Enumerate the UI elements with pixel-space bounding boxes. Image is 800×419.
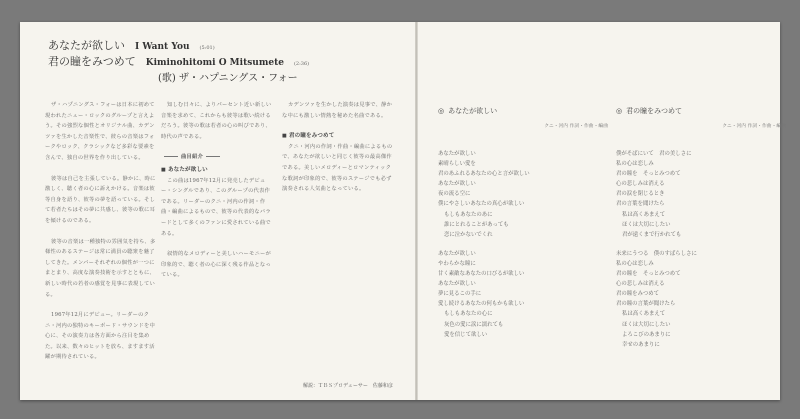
lyric-line: ほくは大切にしたい <box>622 221 671 228</box>
lyric-line: あなたが欲しい <box>438 281 476 288</box>
liner-notes-col2 <box>161 100 273 291</box>
lyric-line: 君の涙を閉じるとき <box>616 191 665 198</box>
song2-title-note: (2:36) <box>293 61 310 67</box>
lyric-line: 夜の流る空に <box>438 191 471 198</box>
right-page <box>418 22 786 400</box>
lyric-line: 甘く素敵なあなたの口びるが欲しい <box>438 271 525 278</box>
liner-paragraph: この曲は1967年12月に発売したデビュー・シングルであり、このグループの代表作である。リーダーのクニ・河内の作詞・作曲・編曲によるもので、彼等の代表的なバラードとして多くのファンに愛されている曲である。 <box>161 177 271 237</box>
song1-title-row <box>48 37 388 53</box>
liner-notes-col1 <box>45 100 157 373</box>
artist-row <box>48 69 388 85</box>
song2-lyrics-credit: クニ・河内 作詞・作曲・編曲 <box>722 124 786 129</box>
song2-lyrics-title-text: 君の瞳をみつめて <box>626 107 682 115</box>
song2-title-jp: 君の瞳をみつめて <box>48 55 136 68</box>
lyric-line: 君の瞳を そっとみつめて <box>616 171 681 178</box>
section-heading <box>161 152 273 163</box>
left-page <box>20 22 415 400</box>
lyric-line: 私の心は恋しみ <box>616 260 654 267</box>
liner-paragraph: 知しむ日々に、よりパーセント近い新しい音楽を求めて、これからも彼等は歌い続けるだろう。彼等の歌は若者の心の叫びであり、時代の声である。 <box>161 102 272 140</box>
bullet-mark: ◎ <box>616 107 623 115</box>
liner-notes-col3 <box>282 100 394 205</box>
song1-lyrics-credit: クニ・河内 作詞・作曲・編曲 <box>544 124 608 129</box>
lyric-line: 君の言葉を聞けたら <box>616 201 665 208</box>
lyric-line: 君が遠くまで行かれても <box>622 231 682 238</box>
lyric-verse <box>616 249 786 350</box>
lyric-verse <box>438 249 608 340</box>
lyric-line: 僕がそばにいて 君の美しさに <box>616 151 692 157</box>
liner-paragraph: カデンツァを生かした演奏は見事で、静かな中にも激しい情熱を秘めた名曲である。 <box>282 102 393 119</box>
lyric-line: 灰色の愛に涙に濡れても <box>444 321 504 328</box>
song1-lyrics-body <box>438 149 608 340</box>
sub-heading-song1: ■ あなたが欲しい <box>161 165 273 176</box>
song1-lyrics-title-text: あなたが欲しい <box>448 107 498 115</box>
lyric-line: 君のあふれるあなたの心と言が欲しい <box>438 171 530 178</box>
lyric-line: 君の瞳をみつめて <box>616 291 660 298</box>
liner-paragraph: ザ・ハプニングス・フォーは日本に初めて現われたニュー・ロックのグループと言えよう。その強烈な個性とオリジナル曲、カデンツァを生かした音楽性で、彼らの音楽はフォークやロック、クラシックなど多彩な要素を含んで、独自の世界を作り出している。 <box>45 102 155 161</box>
song2-title-en: Kiminohitomi O Mitsumete <box>145 58 284 68</box>
song1-lyrics-title <box>438 106 608 116</box>
lyric-verse <box>438 149 608 240</box>
lyric-line: 心の悲しみは消える <box>616 181 665 188</box>
lyric-verse <box>616 149 786 240</box>
lyric-line: やわらかな瞳に <box>438 260 476 267</box>
lyric-line: あなたが欲しい <box>438 181 476 188</box>
liner-paragraph: 1967年12月にデビュー。リーダーのクニ・河内の独特のキーボード・サウンドを中心に、その演奏力は各方面から注目を集めた。以来、数々のヒットを放ち、ますます活躍が期待されている。 <box>45 312 155 361</box>
lyric-line: 素晴らしい愛を <box>438 161 476 168</box>
lyric-line: 誰にとれることがあっても <box>444 221 509 228</box>
lyric-line: 私は高くあまえて <box>622 311 666 318</box>
lyric-line: 私は高くあまえて <box>622 211 666 218</box>
song2-title-row <box>48 53 388 69</box>
lyric-line: 恋に泣かないでくれ <box>444 231 493 238</box>
lyric-line: よろこびのあまりに <box>622 331 671 338</box>
lyric-line: 幸せのあまりに <box>622 341 660 348</box>
liner-paragraph: 叙情的なメロディーと美しいハーモニーが印象的で、聴く者の心に深く残る作品となっている。 <box>161 251 272 279</box>
lyric-line: 心の悲しみは消える <box>616 281 665 288</box>
lyric-line: もしもあなたの心に <box>444 311 493 318</box>
lyric-line: 君の瞳の言葉が聞けたら <box>616 301 676 308</box>
title-block <box>48 37 388 85</box>
lyric-line: 僕にやさしいあなたの真心が欲しい <box>438 201 525 208</box>
song1-title-en: I Want You <box>135 42 190 52</box>
artist-credit: (歌) ザ・ハプニングス・フォー <box>158 73 298 84</box>
lyric-line: 愛を信じて欲しい <box>444 331 488 338</box>
liner-credit: 解説：ＴＢＳプロデューサー 佐藤和彦 <box>303 383 393 389</box>
song1-title-note: (5:01) <box>199 45 215 51</box>
liner-paragraph: 彼等の音楽は一種独特の雰囲気を持ち、多様性のあるステージは常に満員の聴衆を魅了してきた。メンバーそれぞれの個性が一つにまとまり、高度な演奏技術を示すとともに、新しい時代の若者の感覚を見事に表現している。 <box>45 238 156 298</box>
song2-lyrics-title <box>616 106 786 116</box>
lyric-line: 君の瞳を そっとみつめて <box>616 271 681 278</box>
song1-lyrics <box>438 106 608 349</box>
lyric-line: あなたが欲しい <box>438 151 476 157</box>
lyric-line: ほくは大切にしたい <box>622 321 671 328</box>
section-heading-text: 曲目紹介 <box>181 154 203 161</box>
song2-lyrics-body <box>616 149 786 350</box>
sub-heading-song2: ■ 君の瞳をみつめて <box>282 131 394 142</box>
song1-title-jp: あなたが欲しい <box>48 39 125 52</box>
lyric-line: あなたが欲しい <box>438 250 476 257</box>
bullet-mark: ◎ <box>438 107 445 115</box>
lyric-line: 私の心は恋しみ <box>616 161 654 168</box>
liner-paragraph: クニ・河内の作詞・作曲・編曲によるもので、あなたが欲しいと同じく彼等の最高傑作である。美しいメロディーとロマンティックな歌詞が印象的で、彼等のステージでも必ず演奏される人気曲となっている。 <box>282 143 393 193</box>
liner-paragraph: 彼等は自己を主張している。静かに、時に激しく、聴く者の心に訴えかける。音楽は彼等自身を語り、彼等の夢を語っている。そして若者たちはその夢に共感し、彼等の歌に耳を傾けるのである。 <box>45 175 156 224</box>
song2-lyrics <box>616 106 786 359</box>
lyric-line: もしもあなたのあに <box>444 211 493 218</box>
lyric-line: 未来にうつる 僕のすばらしさに <box>616 250 697 257</box>
lyric-sheet <box>20 22 786 400</box>
lyric-line: 夢に見るこの手に <box>438 291 482 298</box>
lyric-line: 愛し続けるあなたの何もかも欲しい <box>438 301 525 308</box>
